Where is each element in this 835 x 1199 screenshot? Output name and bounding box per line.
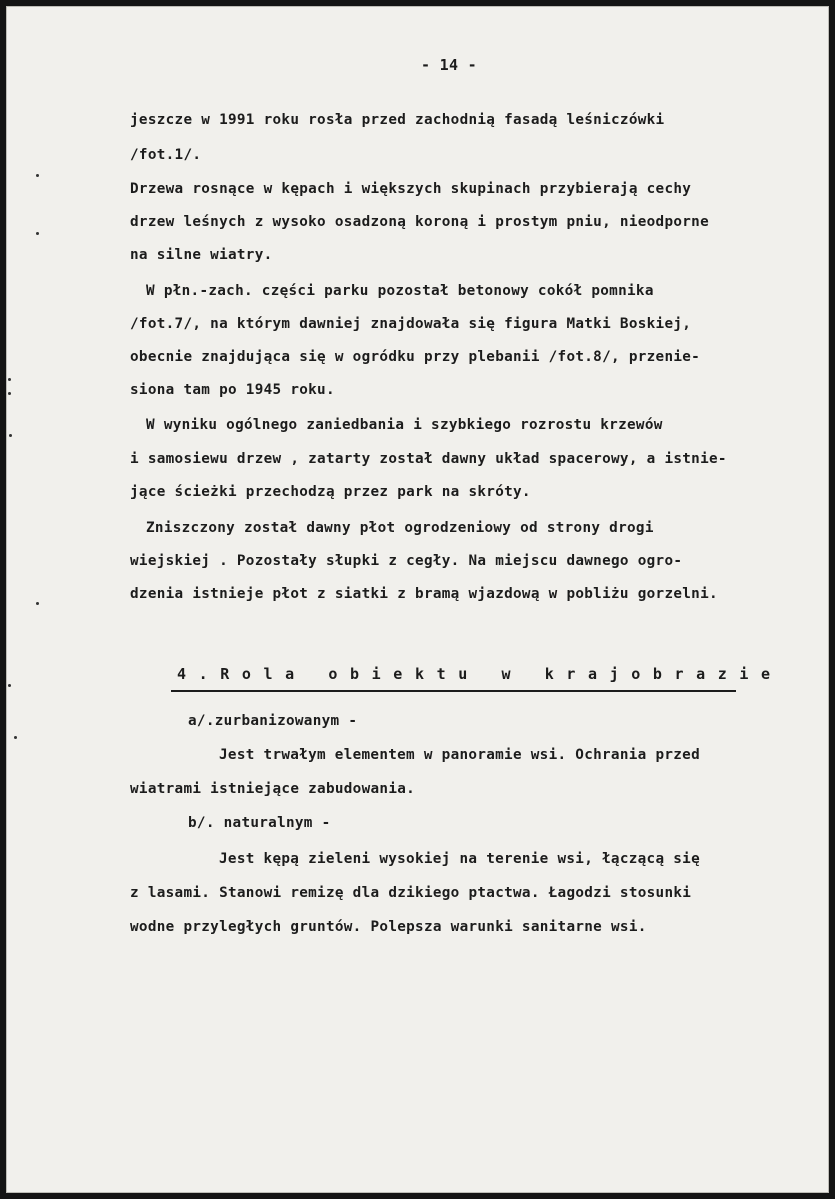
text-line: Jest trwałym elementem w panoramie wsi. Ochrania przed (219, 747, 701, 763)
text-line: W płn.-zach. części parku pozostał betonowy cokół pomnika (146, 283, 654, 299)
text-line: W wyniku ogólnego zaniedbania i szybkiego rozrostu krzewów (146, 417, 663, 433)
text-line: dzenia istnieje płot z siatki z bramą wjazdową w pobliżu gorzelni. (130, 586, 718, 602)
subsection-label-b: b/. naturalnym - (188, 815, 331, 831)
typewritten-page (6, 6, 829, 1193)
section-heading: 4.Rola obiektu w krajobrazie (177, 665, 783, 683)
text-line: wiejskiej . Pozostały słupki z cegły. Na miejscu dawnego ogro- (130, 553, 683, 569)
margin-speck (36, 602, 39, 605)
margin-speck (14, 736, 17, 739)
heading-underline (171, 690, 736, 692)
text-line: wiatrami istniejące zabudowania. (130, 781, 416, 797)
text-line: siona tam po 1945 roku. (130, 382, 335, 398)
text-line: na silne wiatry. (130, 247, 273, 263)
margin-speck (9, 434, 12, 437)
text-line: /fot.1/. (130, 147, 202, 163)
text-line: Jest kępą zieleni wysokiej na terenie wsi, łączącą się (219, 851, 701, 867)
subsection-label-a: a/.zurbanizowanym - (188, 713, 358, 729)
margin-speck (36, 232, 39, 235)
margin-speck (8, 392, 11, 395)
text-line: obecnie znajdująca się w ogródku przy plebanii /fot.8/, przenie- (130, 349, 701, 365)
page-number: - 14 - (421, 56, 477, 74)
margin-speck (36, 174, 39, 177)
text-line: jące ścieżki przechodzą przez park na skróty. (130, 484, 531, 500)
margin-speck (8, 684, 11, 687)
text-line: i samosiewu drzew , zatarty został dawny układ spacerowy, a istnie- (130, 451, 727, 467)
text-line: wodne przyległych gruntów. Polepsza warunki sanitarne wsi. (130, 919, 647, 935)
text-line: Drzewa rosnące w kępach i większych skupinach przybierają cechy (130, 181, 692, 197)
text-line: z lasami. Stanowi remizę dla dzikiego ptactwa. Łagodzi stosunki (130, 885, 692, 901)
text-line: /fot.7/, na którym dawniej znajdowała się figura Matki Boskiej, (130, 316, 692, 332)
text-line: Zniszczony został dawny płot ogrodzeniowy od strony drogi (146, 520, 654, 536)
text-line: jeszcze w 1991 roku rosła przed zachodnią fasadą leśniczówki (130, 112, 665, 128)
margin-speck (8, 378, 11, 381)
text-line: drzew leśnych z wysoko osadzoną koroną i prostym pniu, nieodporne (130, 214, 709, 230)
